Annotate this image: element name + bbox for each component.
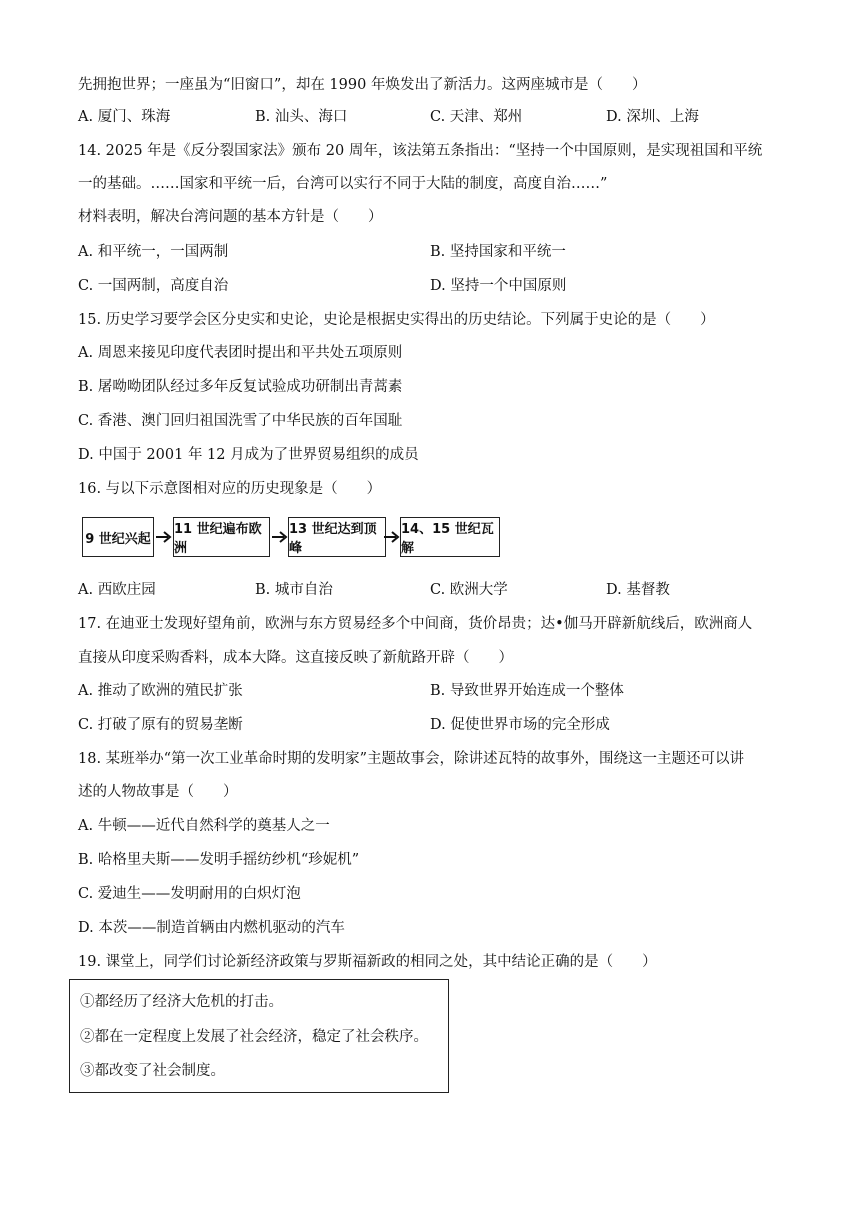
q14-stem-line3: 材料表明，解决台湾问题的基本方针是（ ） [78, 209, 383, 225]
q18-option-d[interactable]: D. 本茨——制造首辆由内燃机驱动的汽车 [78, 920, 345, 936]
q19-statement-3: ③都改变了社会制度。 [80, 1063, 225, 1079]
flow-step-2: 11 世纪遍布欧洲 [173, 517, 270, 557]
q13-option-c[interactable]: C. 天津、郑州 [430, 109, 523, 125]
q15-option-c[interactable]: C. 香港、澳门回归祖国洗雪了中华民族的百年国耻 [78, 413, 403, 429]
q16-option-d[interactable]: D. 基督教 [606, 582, 670, 598]
q16-flow-diagram [82, 517, 502, 559]
q17-option-b[interactable]: B. 导致世界开始连成一个整体 [430, 683, 624, 699]
q18-stem-line1: 18. 某班举办“第一次工业革命时期的发明家”主题故事会，除讲述瓦特的故事外，围绕这一主题还可以讲 [78, 751, 744, 767]
q15-option-a[interactable]: A. 周恩来接见印度代表团时提出和平共处五项原则 [78, 345, 403, 361]
q19-statement-1: ①都经历了经济大危机的打击。 [80, 994, 283, 1010]
q19-statement-box [69, 979, 449, 1093]
q14-stem-line2: 一的基础。……国家和平统一后，台湾可以实行不同于大陆的制度，高度自治……” [78, 176, 608, 192]
q17-option-c[interactable]: C. 打破了原有的贸易垄断 [78, 717, 243, 733]
arrow-right-icon [156, 530, 172, 544]
arrow-right-icon [384, 530, 400, 544]
q17-option-d[interactable]: D. 促使世界市场的完全形成 [430, 717, 610, 733]
q15-option-d[interactable]: D. 中国于 2001 年 12 月成为了世界贸易组织的成员 [78, 447, 419, 463]
q14-option-d[interactable]: D. 坚持一个中国原则 [430, 278, 567, 294]
q15-stem: 15. 历史学习要学会区分史实和史论，史论是根据史实得出的历史结论。下列属于史论的是（ ） [78, 312, 715, 328]
q17-stem-line1: 17. 在迪亚士发现好望角前，欧洲与东方贸易经多个中间商，货价昂贵；达•伽马开辟新航线后，欧洲商人 [78, 616, 753, 632]
q14-stem-line1: 14. 2025 年是《反分裂国家法》颁布 20 周年，该法第五条指出：“坚持一个中国原则，是实现祖国和平统 [78, 143, 763, 159]
q16-stem: 16. 与以下示意图相对应的历史现象是（ ） [78, 481, 382, 497]
q13-option-d[interactable]: D. 深圳、上海 [606, 109, 699, 125]
flow-step-3: 13 世纪达到顶峰 [288, 517, 386, 557]
q14-option-c[interactable]: C. 一国两制，高度自治 [78, 278, 229, 294]
arrow-right-icon [272, 530, 288, 544]
q19-stem: 19. 课堂上，同学们讨论新经济政策与罗斯福新政的相同之处，其中结论正确的是（ ） [78, 954, 657, 970]
q14-option-a[interactable]: A. 和平统一，一国两制 [78, 244, 229, 260]
flow-step-1: 9 世纪兴起 [82, 517, 154, 557]
q16-option-a[interactable]: A. 西欧庄园 [78, 582, 156, 598]
q16-option-c[interactable]: C. 欧洲大学 [430, 582, 508, 598]
q16-option-b[interactable]: B. 城市自治 [255, 582, 333, 598]
q18-option-c[interactable]: C. 爱迪生——发明耐用的白炽灯泡 [78, 886, 301, 902]
q18-option-a[interactable]: A. 牛顿——近代自然科学的奠基人之一 [78, 818, 330, 834]
q13-option-a[interactable]: A. 厦门、珠海 [78, 109, 171, 125]
q19-statement-2: ②都在一定程度上发展了社会经济，稳定了社会秩序。 [80, 1029, 428, 1045]
q17-option-a[interactable]: A. 推动了欧洲的殖民扩张 [78, 683, 243, 699]
q14-option-b[interactable]: B. 坚持国家和平统一 [430, 244, 566, 260]
q18-stem-line2: 述的人物故事是（ ） [78, 784, 238, 800]
flow-step-4: 14、15 世纪瓦解 [400, 517, 500, 557]
q13-stem-tail: 先拥抱世界；一座虽为“旧窗口”，却在 1990 年焕发出了新活力。这两座城市是（ ） [78, 77, 647, 93]
q13-option-b[interactable]: B. 汕头、海口 [255, 109, 348, 125]
q18-option-b[interactable]: B. 哈格里夫斯——发明手摇纺纱机“珍妮机” [78, 852, 360, 868]
q17-stem-line2: 直接从印度采购香料，成本大降。这直接反映了新航路开辟（ ） [78, 650, 513, 666]
q15-option-b[interactable]: B. 屠呦呦团队经过多年反复试验成功研制出青蒿素 [78, 379, 403, 395]
